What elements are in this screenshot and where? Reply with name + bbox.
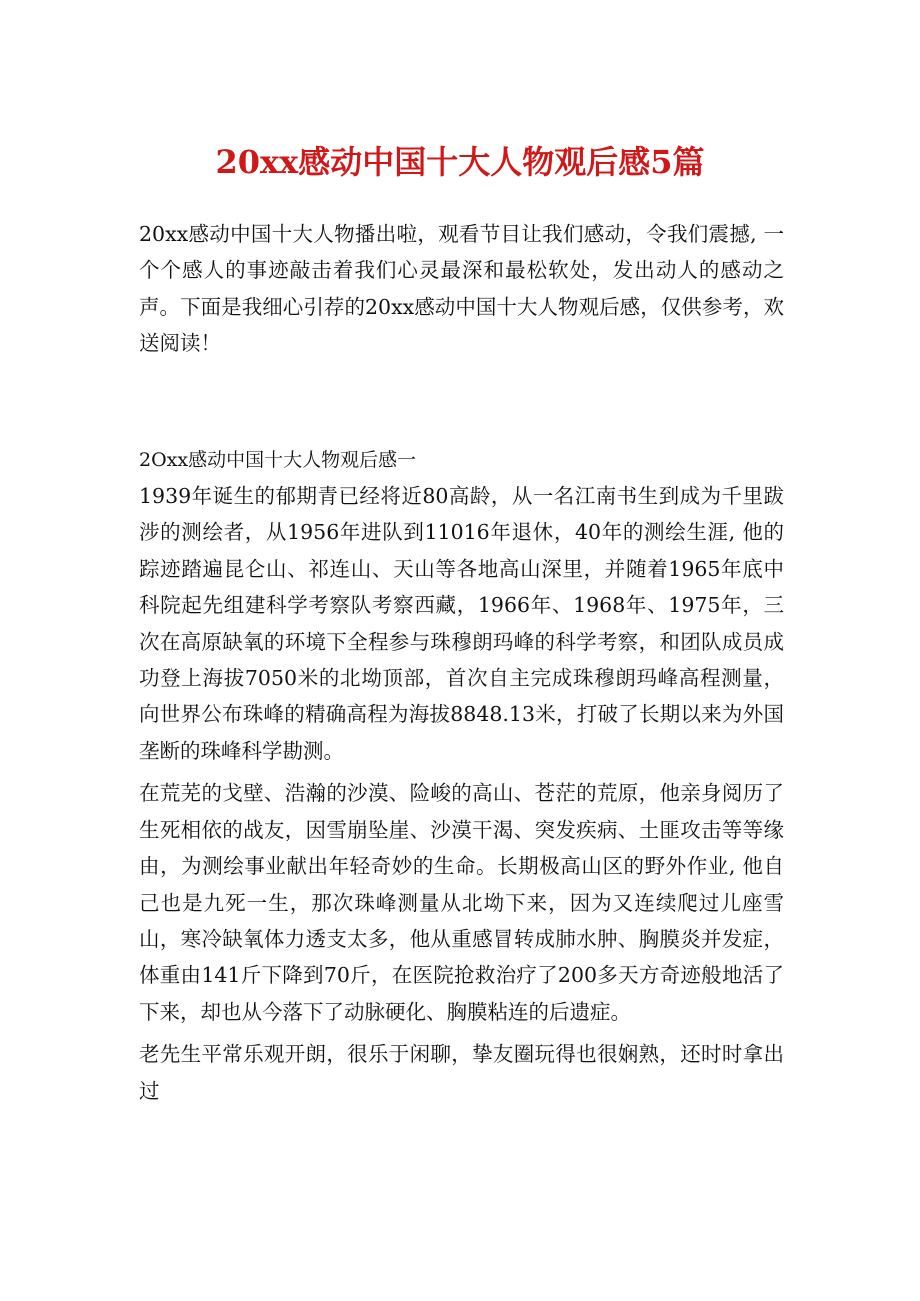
document-body	[139, 216, 784, 1109]
intro-paragraph: 20xx感动中国十大人物播出啦，观看节目让我们感动，令我们震撼, 一个个感人的事迹敲击着我们心灵最深和最松软处，发出动人的感动之声。下面是我细心引荐的20xx感动中国十大人物观后感，仅供参考，欢送阅读！	[139, 222, 784, 356]
body-paragraph-2: 在荒芜的戈壁、浩瀚的沙漠、险峻的高山、苍茫的荒原，他亲身阅历了生死相依的战友，因雪崩坠崖、沙漠干渴、突发疾病、土匪攻击等等缘由，为测绘事业献出年轻奇妙的生命。长期极高山区的野外作业, 他自己也是九死一生，那次珠峰测量从北坳下来，因为又连续爬过儿座雪山，寒冷缺氧体力透支太多，他从重感冒转成肺水肿、胸膜炎并发症，体重由141斤下降到70斤，在医院抢救治疗了200多天方奇迹般地活了下来，却也从今落下了动脉硬化、胸膜粘连的后遗症。	[139, 781, 784, 1024]
body-paragraph-3: 老先生平常乐观开朗，很乐于闲聊，挚友圈玩得也很娴熟，还时时拿出过	[139, 1042, 784, 1103]
body-paragraph-1: 1939年诞生的郁期青已经将近80高龄，从一名江南书生到成为千里跋涉的测绘者，从1956年进队到11016年退休，40年的测绘生涯, 他的踪迹踏遍昆仑山、祁连山、天山等各地高山深里，并随着1965年底中科院起先组建科学考察队考察西藏，1966年、1968年、1975年，三次在高原缺氧的环境下全程参与珠穆朗玛峰的科学考察，和团队成员成功登上海拔7050米的北坳顶部，首次自主完成珠穆朗玛峰高程测量，向世界公布珠峰的精确高程为海拔8848.13米，打破了长期以来为外国垄断的珠峰科学勘测。	[139, 484, 784, 763]
page-title: 20xx感动中国十大人物观后感5篇	[215, 143, 705, 181]
section-heading: 2Oxx感动中国十大人物观后感一	[139, 448, 417, 471]
section-spacer	[139, 362, 784, 442]
